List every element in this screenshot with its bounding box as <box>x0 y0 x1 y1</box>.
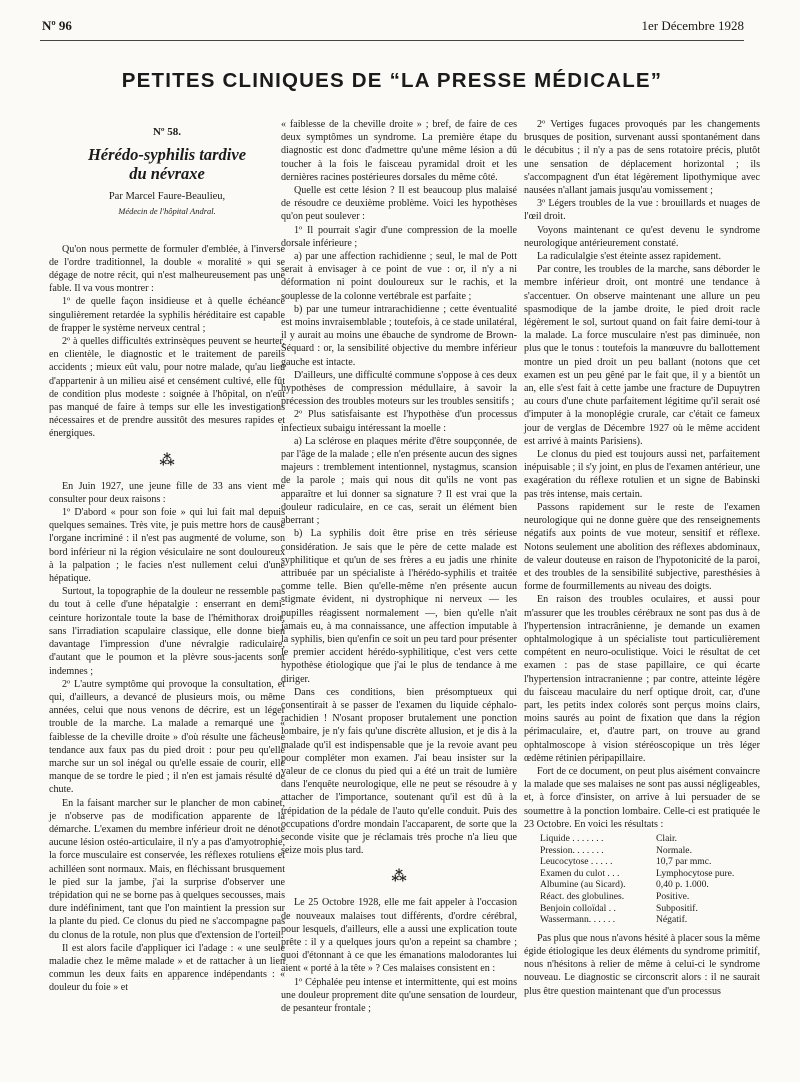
author-affiliation: Médecin de l'hôpital Andral. <box>118 206 216 217</box>
paragraph: b) par une tumeur intrarachidienne ; cette éventualité est moins invraisemblable ; toutefois, à ce stade unilatéral, il y aurait au moins une ébauche de syndrome de Brown-Séquard : or, la sensibilité objective du membre inférieur gauche est intacte. <box>281 303 518 368</box>
column-3 <box>524 118 760 998</box>
lab-result-label: Réact. des globulines. <box>540 890 625 902</box>
lab-result-label: Benjoin colloïdal . . <box>540 902 616 914</box>
lab-result-value: Positive. <box>656 890 690 902</box>
lab-result-label: Pression. . . . . . . <box>540 844 604 856</box>
lab-result-row <box>540 856 760 868</box>
paragraph: 1º D'abord « pour son foie » qui lui fait mal depuis quelques semaines. Très vite, je puis mettre hors de cause l'organe incriminé : il n'est pas augmenté de volume, son bord inférieur ni la région vésiculaire ne sont douloureux à la palpation ; le facies n'est nullement celui d'une hépatique. <box>49 507 285 585</box>
section-separator: ⁂ <box>391 869 407 886</box>
paragraph: En raison des troubles oculaires, et aussi pour m'assurer que les troubles cérébraux ne sont pas dus à de l'hypertension intracrânienne, je demande un examen ophtalmologique à un spécialiste tout particulièrement compétent en neuro-oculistique. Voici le résultat de cet examen : pas de stase papillaire, ce qui écarte l'hypertension intracranienne ; par contre, atteinte légère du faisceau maculaire du nerf optique droit, car, d'une part, les petits index colorés sont perçus moins clairs, moins saurés au point de fixation que dans la région périmaculaire, et, d'autre part, on trouve au grand ophtalmoscope à vision stéréoscopique un très léger œdème rétinien péripapillaire. <box>524 594 760 764</box>
paragraph: 2º Vertiges fugaces provoqués par les changements brusques de position, survenant aussi spontanément dans le décubitus ; il n'y a pas de sens rotatoire précis, plutôt une sensation de déplacement horizontal ; ils s'accompagnent d'un état légèrement lipothymique avec nausées n'allant jamais jusqu'au vomissement ; <box>524 119 760 197</box>
paragraph: D'ailleurs, une difficulté commune s'oppose à ces deux hypothèses de compression médullaire, à savoir la précession des troubles moteurs sur les troubles sensitifs ; <box>281 369 517 408</box>
column-1 <box>49 118 285 995</box>
lab-result-row <box>540 891 760 903</box>
paragraph: a) La sclérose en plaques mérite d'être soupçonnée, de par l'âge de la malade ; elle n'en présente aucun des signes majeurs : tremblement intentionnel, nystagmus, scansion de la parole ; mais qui nous dit qu'ils ne vont pas apparaître et lui donner sa signature ? Il est vrai que la douleur radiculaire, en ce cas, serait un élément bien aberrant ; <box>281 435 517 527</box>
lab-result-label: Wassermann. . . . . . <box>540 914 616 926</box>
paragraph: 2º à quelles difficultés extrinsèques peuvent se heurter, en clientèle, le diagnostic et le traitement de pareils accidents ; mieux eût valu, pour notre malade, qu'au lieu d'appartenir à un milieu aisé et censément cultivé, elle fût de condition plus modeste : soignée à l'hôpital, on n'eût pas manqué de faire à temps sur elle les investigations nécessaires et de prendre aussitôt des mesures rapides et énergiques. <box>49 336 285 440</box>
lab-result-value: 10,7 par mmc. <box>656 856 712 868</box>
lab-result-row <box>540 914 760 926</box>
paragraph: Surtout, la topographie de la douleur ne ressemble pas du tout à celle d'une hépatalgie : enserrant en demi-ceinture horizontale toute la base de l'hémithorax droit, sans l'irradiation scapulaire classique, elle donne bien davantage l'impression d'une névralgie radiculaire, d'autant que le poumon et la plèvre sous-jacents sont indemnes ; <box>49 586 285 677</box>
paragraph: Qu'on nous permette de formuler d'emblée, à l'inverse de l'ordre traditionnel, la double « moralité » qui se dégage de notre récit, qui n'est malheureusement pas une fable. Il va vous montrer : <box>49 243 285 295</box>
issue-date: 1er Décembre 1928 <box>641 18 744 33</box>
running-header <box>42 18 744 40</box>
lab-result-value: Lymphocytose pure. <box>656 867 735 879</box>
article-title-line2: du névraxe <box>129 164 205 184</box>
paragraph: Voyons maintenant ce qu'est devenu le syndrome neurologique antérieurement constaté. <box>524 224 760 249</box>
paragraph: 1º Il pourrait s'agir d'une compression de la moelle dorsale inférieure ; <box>281 224 517 249</box>
paragraph: Le 25 Octobre 1928, elle me fait appeler à l'occasion de nouveaux malaises tout différents, d'ordre cérébral, pour lesquels, d'ailleurs, elle a aussi une explication toute prête : il y a quelques jours qu'on a repeint sa chambre ; quoi d'étonnant à ce que les émanations malodorantes lui aient « porté à la tête » ? Ces malaises consistent en : <box>281 897 517 975</box>
paragraph: Quelle est cette lésion ? Il est beaucoup plus malaisé de résoudre ce deuxième problème. Voici les hypothèses qu'on peut soulever : <box>281 185 517 223</box>
header-rule <box>40 40 744 41</box>
paragraph: Passons rapidement sur le reste de l'examen neurologique qui ne donne guère que des renseignements négatifs aux points de vue moteur, sensitif et réflexe. Notons seulement une abolition des réflexes abdominaux, de valeur douteuse en raison de l'hypotonicité de la paroi, et des troubles de la sensibilité subjective, paresthésies à forme de fourmillements au niveau des doigts. <box>524 501 760 593</box>
column-2 <box>281 118 517 1015</box>
page-number: Nº 96 <box>42 18 72 33</box>
lab-result-label: Examen du culot . . . <box>540 867 620 879</box>
paragraph: « faiblesse de la cheville droite » ; bref, de faire de ces deux symptômes un syndrome. La première étape du diagnostic est donc d'admettre qu'une même lésion a dû toucher à la fois le faisceau pyramidal droit et les dernières racines postérieures dorsales du même côté. <box>281 119 517 183</box>
paragraph: En Juin 1927, une jeune fille de 33 ans vient me consulter pour deux raisons : <box>49 480 285 505</box>
paragraph: 2º Plus satisfaisante est l'hypothèse d'un processus infectieux subaigu intéressant la moelle : <box>281 409 517 434</box>
paragraph: a) par une affection rachidienne ; seul, le mal de Pott serait à envisager à ce point de vue : or, il n'y a ni déformation ni point douloureux sur le rachis, et la souplesse de la colonne vertébrale est parfaite ; <box>281 251 517 302</box>
author: Par Marcel Faure-Beaulieu, <box>108 191 226 203</box>
lab-result-row <box>540 845 760 857</box>
lab-result-value: Clair. <box>656 832 678 844</box>
section-title: PETITES CLINIQUES DE “LA PRESSE MÉDICALE” <box>121 69 663 92</box>
paragraph: Il est alors facile d'appliquer ici l'adage : « une seule maladie chez le même malade » et de rattacher à un lien commun les deux faits en apparence indépendants : « douleur du foie » et <box>49 942 285 994</box>
paragraph: Par contre, les troubles de la marche, sans déborder le membre inférieur droit, ont montré une tendance à s'accentuer. On observe maintenant une allure un peu spasmodique de la jambe droite, le pied droit racle légèrement le sol, surtout quand on fait faire demi-tour à la malade. La force musculaire n'est pas diminuée, non plus que le tonus : toutefois la manœuvre du ballottement montre un pied droit un peu ballant (notons que cet examen est un peu gêné par le fait que, il y a bientôt un an, elle s'est fait à cette jambe une fracture de Dupuytren au cours d'une chute parfaitement légitime qu'il serait osé d'imputer à la monoplégie crurale, car c'était ce fameux jour de verglas de Décembre 1927 où le même accident est arrivé à maints Parisiens). <box>524 264 760 447</box>
paragraph: 1º Céphalée peu intense et intermittente, qui est moins une douleur proprement dite qu'une sensation de lourdeur, de pesanteur frontale ; <box>281 976 517 1014</box>
paragraph: Le clonus du pied est toujours aussi net, parfaitement inépuisable ; il s'y joint, en plus de l'examen antérieur, une exagération du réflexe rotulien et un signe de Babinski pas très intense, mais certain. <box>524 449 760 500</box>
paragraph: Fort de ce document, on peut plus aisément convaincre la malade que ses malaises ne sont pas aussi négligeables, et, à force d'insister, on arrive à lui persuader de se soumettre à la ponction lombaire. Celle-ci est pratiquée le 23 Octobre. En voici les résultats : <box>524 765 760 830</box>
lab-result-row <box>540 868 760 880</box>
paragraph: 3º Légers troubles de la vue : brouillards et nuages de l'œil droit. <box>524 198 760 223</box>
lab-result-row <box>540 833 760 845</box>
lab-result-row <box>540 903 760 915</box>
lab-result-value: 0,40 p. 1.000. <box>656 879 709 891</box>
lab-result-label: Leucocytose . . . . . <box>540 856 613 868</box>
section-separator: ⁂ <box>159 452 175 469</box>
paragraph: Dans ces conditions, bien présomptueux qui consentirait à se passer de l'examen du liquide céphalo-rachidien ! N'osant proposer brutalement une ponction lombaire, je n'y fais qu'une discrète allusion, et je dis à la malade qu'il est indispensable que je la revoie avant peu pour compléter mon examen. J'ai beau insister sur la valeur de ce clonus du pied qui a été un trait de lumière dans l'enquête neurologique, elle ne peut se résoudre à y attacher de l'importance, soutenant qu'il est dû à la trépidation de la pédale de l'auto qu'elle conduit. Puis des occupations d'ordre mondain l'accaparent, de sorte que la seconde visite que je réclamais très proche n'a lieu que seize mois plus tard. <box>281 686 517 857</box>
lab-result-label: Albumine (au Sicard). <box>540 879 626 891</box>
lab-result-row <box>540 879 760 891</box>
paragraph: La radiculalgie s'est éteinte assez rapidement. <box>537 251 721 263</box>
article-title-line1: Hérédo-syphilis tardive <box>87 145 247 165</box>
lab-result-label: Liquide . . . . . . . <box>540 832 604 844</box>
paragraph: Pas plus que nous n'avons hésité à placer sous la même égide étiologique les deux éléments du syndrome primitif, nous n'hésitons à relier de même à celui-ci le syndrome nouveau. Le diagnostic se circonscrit alors : il ne saurait plus être question maintenant que d'un processus <box>524 932 760 997</box>
paragraph: b) La syphilis doit être prise en très sérieuse considération. Je sais que le père de cette malade est syphilitique et qu'un de ses frères a eu jadis une rhinite attribuée par un spécialiste à l'hérédo-syphilis et traitée comme telle. Bien qu'elle-même n'en présente aucun stigmate évident, ni dystrophique ni nerveux — les pupilles réagissent normalement —, bien qu'elle n'ait jamais eu, à ma connaissance, une affection imputable à la syphilis, bien qu'enfin ce soit un peu tard pour présenter le premier accident hérédo-syphilitique, c'est vers cette hypothèse étiologique que j'ai le plus de tendance à me diriger. <box>281 528 517 685</box>
paragraph: 2º L'autre symptôme qui provoque la consultation, et qui, d'ailleurs, a devancé de plusieurs mois, ou même années, celui que nous venons de décrire, est un léger trouble de la marche. La malade a remarqué une « faiblesse de la cheville droite » d'où résulte une fâcheuse tendance aux faux pas du pied droit : pour peu qu'elle marche sur un sol inégal ou qu'elle essaie de courir, elle manque de se tordre le pied ; il n'en est jamais résulté de chute. <box>49 678 285 796</box>
lab-result-value: Négatif. <box>656 914 688 926</box>
lab-result-value: Normale. <box>656 844 692 856</box>
paragraph: 1º de quelle façon insidieuse et à quelle échéance singulièrement retardée la syphilis héréditaire est capable de frapper le système nerveux central ; <box>49 296 285 334</box>
paragraph: En la faisant marcher sur le plancher de mon cabinet, je n'observe pas de modification apparente de la démarche. L'examen du membre inférieur droit ne dénote aucune lésion ostéo-articulaire, il n'y a pas d'amyotrophie, la force musculaire est conservée, les réflexes rotuliens et achilléen sont normaux. Mais, en fléchissant brusquement le pied sur la jambe, j'ai la surprise d'observer une trépidation qui ne se borne pas à quelques secousses, mais dure indéfiniment, tant que l'on maintient la pression sur la plante du pied. Ce clonus du pied ne s'accompagne pas du clonus de la rotule, non plus que d'extension de l'orteil. <box>49 797 285 941</box>
lab-results-table <box>540 833 760 926</box>
lab-result-value: Subpositif. <box>656 902 698 914</box>
article-number: Nº 58. <box>152 126 182 138</box>
